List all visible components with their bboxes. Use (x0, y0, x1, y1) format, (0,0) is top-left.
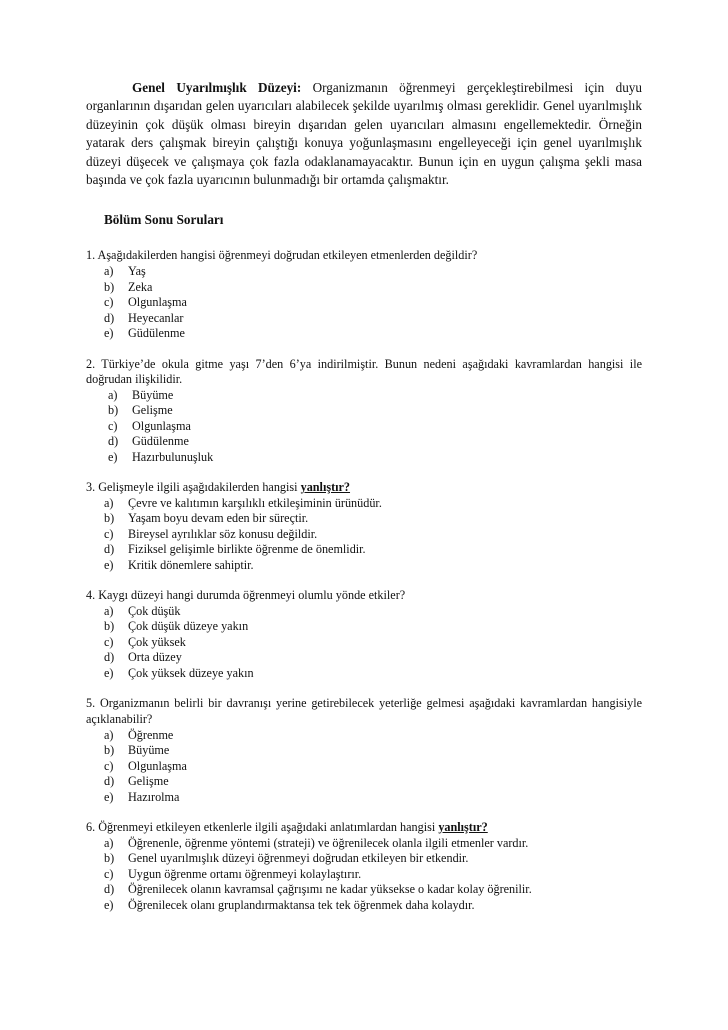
option-item (108, 419, 642, 435)
option-text: Gelişme (128, 774, 169, 789)
option-letter: d) (104, 650, 115, 665)
option-letter: c) (104, 526, 114, 541)
question-text (86, 696, 642, 727)
option-letter: a) (104, 495, 114, 510)
question-text (86, 820, 642, 836)
option-text: Çok yüksek düzeye yakın (128, 665, 254, 680)
question-text (86, 357, 642, 388)
option-item (104, 619, 642, 635)
option-text: Yaşam boyu devam eden bir süreçtir. (128, 511, 309, 526)
intro-text: Organizmanın öğrenmeyi gerçekleştirebilmesi için duyu organlarının dışarıdan gelen uyarıcıları alabilecek şekilde uyarılmış olması gereklidir. Genel uyarılmışlık düzeyinin çok düşük olması bireyin dışarıdan gelen uyarıcıları almasını engellemektedir. Örneğin yatarak ders çalışmak bireyin çalıştığı konuya yoğunlaşmasını engelleyeceği için genel uyarılmışlık düzeyi düşecek ve çalışmaya çok fazla odaklanamayacaktır. Bunun için en uygun çalışma şekli masa başında ve çok fazla uyarıcının bulunmadığı bir ortamda çalışmaktır. (86, 80, 642, 188)
option-letter: e) (104, 897, 114, 912)
option-letter: c) (104, 758, 114, 773)
option-item (104, 882, 642, 898)
option-letter: d) (104, 542, 115, 557)
question-text (86, 588, 642, 604)
option-text: Bireysel ayrılıklar söz konusu değildir. (128, 526, 318, 541)
option-text: Gelişme (132, 403, 173, 418)
option-item (108, 403, 642, 419)
option-text: Öğrenme (128, 727, 174, 742)
question-list (86, 248, 642, 913)
option-item (104, 635, 642, 651)
option-item (104, 511, 642, 527)
intro-heading: Genel Uyarılmışlık Düzeyi: (132, 80, 302, 95)
option-list (86, 388, 642, 466)
question-stem: 3. Gelişmeyle ilgili aşağıdakilerden hangisi (86, 480, 301, 495)
question-5 (86, 696, 642, 805)
option-item (104, 666, 642, 682)
option-letter: b) (104, 851, 115, 866)
option-text: Heyecanlar (128, 310, 184, 325)
option-item (108, 434, 642, 450)
option-text: Uygun öğrenme ortamı öğrenmeyi kolaylaştırır. (128, 866, 362, 881)
option-letter: a) (108, 387, 118, 402)
option-list (86, 496, 642, 574)
option-letter: e) (108, 449, 118, 464)
option-letter: c) (104, 634, 114, 649)
option-text: Çevre ve kalıtımın karşılıklı etkileşiminin ürünüdür. (128, 495, 382, 510)
option-item (104, 898, 642, 914)
intro-paragraph (86, 79, 642, 189)
option-letter: b) (108, 403, 119, 418)
option-text: Olgunlaşma (128, 295, 187, 310)
option-list (86, 264, 642, 342)
question-emphasis: yanlıştır? (300, 480, 351, 495)
option-item (108, 388, 642, 404)
option-text: Fiziksel gelişimle birlikte öğrenme de önemlidir. (128, 542, 366, 557)
option-item (104, 558, 642, 574)
option-letter: b) (104, 619, 115, 634)
option-item (104, 311, 642, 327)
option-item (104, 743, 642, 759)
question-stem: 6. Öğrenmeyi etkileyen etkenlerle ilgili aşağıdaki anlatımlardan hangisi (86, 820, 439, 835)
option-letter: e) (104, 557, 114, 572)
option-text: Yaş (128, 264, 146, 279)
question-text (86, 480, 642, 496)
option-item (104, 728, 642, 744)
question-stem: 1. Aşağıdakilerden hangisi öğrenmeyi doğrudan etkileyen etmenlerden değildir? (86, 248, 478, 263)
question-2 (86, 357, 642, 466)
question-4 (86, 588, 642, 681)
option-item (104, 264, 642, 280)
option-letter: c) (104, 866, 114, 881)
option-item (104, 836, 642, 852)
option-letter: c) (108, 418, 118, 433)
option-item (104, 774, 642, 790)
option-text: Orta düzey (128, 650, 182, 665)
option-item (104, 496, 642, 512)
question-stem: 4. Kaygı düzeyi hangi durumda öğrenmeyi olumlu yönde etkiler? (86, 588, 406, 603)
option-letter: d) (104, 774, 115, 789)
option-text: Öğrenilecek olanın kavramsal çağrışımı ne kadar yüksekse o kadar kolay öğrenilir. (128, 882, 532, 897)
option-text: Çok düşük (128, 603, 181, 618)
option-item (104, 790, 642, 806)
option-list (86, 728, 642, 806)
option-item (104, 542, 642, 558)
option-item (104, 527, 642, 543)
question-emphasis: yanlıştır? (438, 820, 488, 835)
option-letter: a) (104, 264, 114, 279)
option-item (104, 650, 642, 666)
option-item (104, 326, 642, 342)
option-text: Öğrenenle, öğrenme yöntemi (strateji) ve öğrenilecek olanla ilgili etmenler vardır. (128, 835, 529, 850)
option-letter: a) (104, 727, 114, 742)
option-text: Genel uyarılmışlık düzeyi öğrenmeyi doğrudan etkileyen bir etkendir. (128, 851, 469, 866)
option-item (104, 851, 642, 867)
option-list (86, 836, 642, 914)
section-heading: Bölüm Sonu Soruları (104, 212, 224, 228)
option-letter: d) (104, 310, 115, 325)
option-letter: e) (104, 789, 114, 804)
option-letter: c) (104, 295, 114, 310)
option-text: Olgunlaşma (132, 418, 191, 433)
option-item (104, 280, 642, 296)
option-letter: b) (104, 743, 115, 758)
option-list (86, 604, 642, 682)
option-letter: a) (104, 603, 114, 618)
question-text (86, 248, 642, 264)
option-item (104, 295, 642, 311)
option-letter: e) (104, 665, 114, 680)
option-text: Olgunlaşma (128, 758, 187, 773)
question-3 (86, 480, 642, 573)
option-letter: d) (108, 434, 119, 449)
question-stem: 5. Organizmanın belirli bir davranışı yerine getirebilecek yeterliğe gelmesi aşağıdaki kavramlardan hangisiyle açıklanabilir? (86, 696, 642, 726)
option-text: Zeka (128, 279, 153, 294)
question-1 (86, 248, 642, 341)
option-text: Çok yüksek (128, 634, 186, 649)
option-text: Büyüme (132, 387, 174, 402)
option-text: Öğrenilecek olanı gruplandırmaktansa tek tek öğrenmek daha kolaydır. (128, 897, 475, 912)
option-letter: e) (104, 326, 114, 341)
option-text: Hazırbulunuşluk (132, 449, 214, 464)
option-item (104, 604, 642, 620)
question-6 (86, 820, 642, 913)
option-text: Büyüme (128, 743, 170, 758)
option-item (108, 450, 642, 466)
option-letter: d) (104, 882, 115, 897)
option-item (104, 867, 642, 883)
option-text: Kritik dönemlere sahiptir. (128, 557, 254, 572)
option-letter: a) (104, 835, 114, 850)
question-stem: 2. Türkiye’de okula gitme yaşı 7’den 6’ya indirilmiştir. Bunun nedeni aşağıdaki kavramlardan hangisi ile doğrudan ilişkilidir. (86, 356, 642, 387)
option-text: Hazırolma (128, 789, 180, 804)
option-text: Güdülenme (128, 326, 185, 341)
option-letter: b) (104, 279, 115, 294)
option-text: Çok düşük düzeye yakın (128, 619, 249, 634)
option-text: Güdülenme (132, 434, 189, 449)
option-letter: b) (104, 511, 115, 526)
option-item (104, 759, 642, 775)
